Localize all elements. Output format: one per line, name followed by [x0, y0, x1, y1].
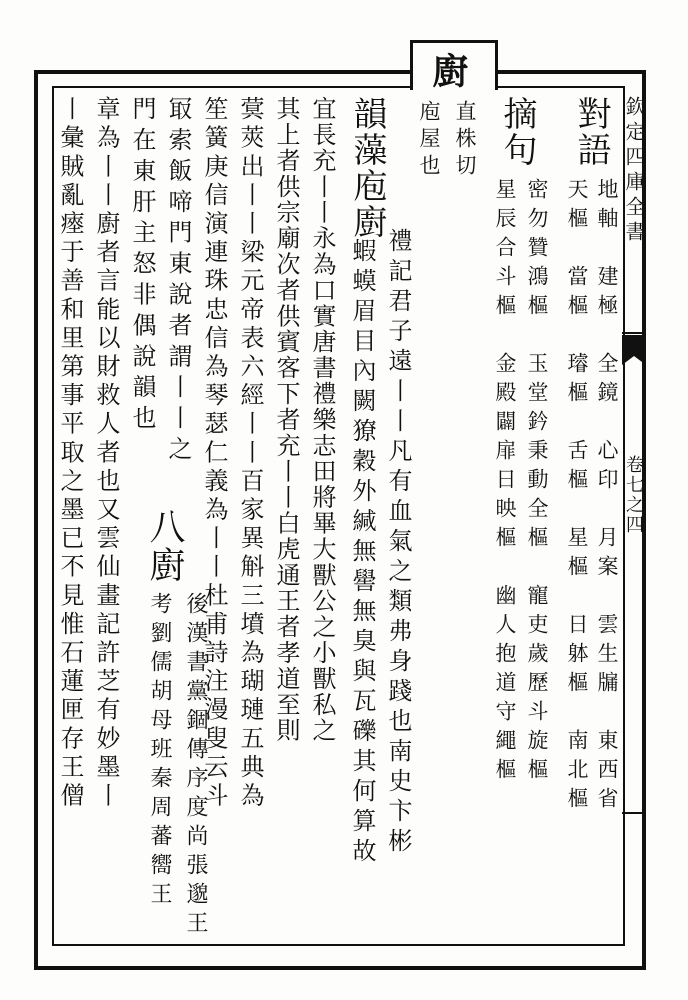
- duiyu-column-1: 地軸 建極 全鏡 心印 月案 雲生牖 東西省: [595, 178, 619, 816]
- duiyu-label: 對語: [571, 96, 611, 168]
- juan-label: 卷七之四: [623, 455, 644, 535]
- body-column-3: 宜長充丨丨永為口實唐書禮樂志田將畢大獸公之小獸私之: [308, 96, 336, 744]
- body-column-6: 笙簧庚信演連珠忠信為琴瑟仁義為丨丨杜甫詩注漫叟云斗: [200, 96, 228, 811]
- chapter-reading: 直株切: [453, 100, 477, 181]
- bachu-heading: 八廚: [144, 508, 185, 584]
- bachu-column-1: 後漢書黨錮傳序度尚張邈王: [183, 592, 208, 940]
- chapter-header: 廚: [427, 52, 469, 90]
- zhaiju-label: 摘句: [497, 96, 537, 168]
- chapter-gloss: 庖屋也: [417, 100, 441, 181]
- body-column-10: 丨彙賊亂瘞于善和里第事平取之墨已不見惟石蓮匣存王僧: [56, 96, 84, 811]
- zhaiju-column-1: 密勿贊鴻樞 玉堂鈐秉動全樞 寵吏歲歷斗旋樞: [525, 178, 549, 787]
- body-column-8: 門在東肝主怒非偶說韻也: [128, 96, 156, 436]
- body-column-5: 蓂莢出丨丨梁元帝表六經丨丨百家異斛三墳為瑚璉五典為: [236, 96, 264, 811]
- body-column-9: 章為丨丨廚者言能以財救人者也又雲仙畫記許芝有妙墨丨: [92, 96, 120, 811]
- zhaiju-column-2: 星辰合斗樞 金殿闢扉日映樞 幽人抱道守繩樞: [493, 178, 517, 787]
- bachu-column-2: 考劉儒胡母班秦周蕃嚮王: [147, 592, 172, 911]
- yunzao-label: 韻藻: [347, 96, 387, 168]
- margin-rule-top: [622, 332, 646, 334]
- body-column-1: 禮記君子遠丨丨凡有血氣之類弗身踐也南史卞彬: [384, 228, 412, 858]
- body-column-2: 蝦蟆眉目內闕獠穀外緘無嚳無臭與瓦礫其何算故: [348, 238, 376, 868]
- margin-rule-bottom: [622, 812, 646, 814]
- paochu-label: 庖廚: [347, 168, 387, 240]
- body-column-4: 其上者供宗廟次者供賓客下者充丨丨白虎通王者孝道至則: [272, 96, 300, 744]
- book-title: 欽定四庫全書: [622, 96, 646, 246]
- duiyu-column-2: 天樞 當樞 璿樞 舌樞 星樞 日躰樞 南北樞: [565, 178, 589, 816]
- body-column-7: 冣索飯啼門東說者謂丨丨之: [164, 96, 192, 467]
